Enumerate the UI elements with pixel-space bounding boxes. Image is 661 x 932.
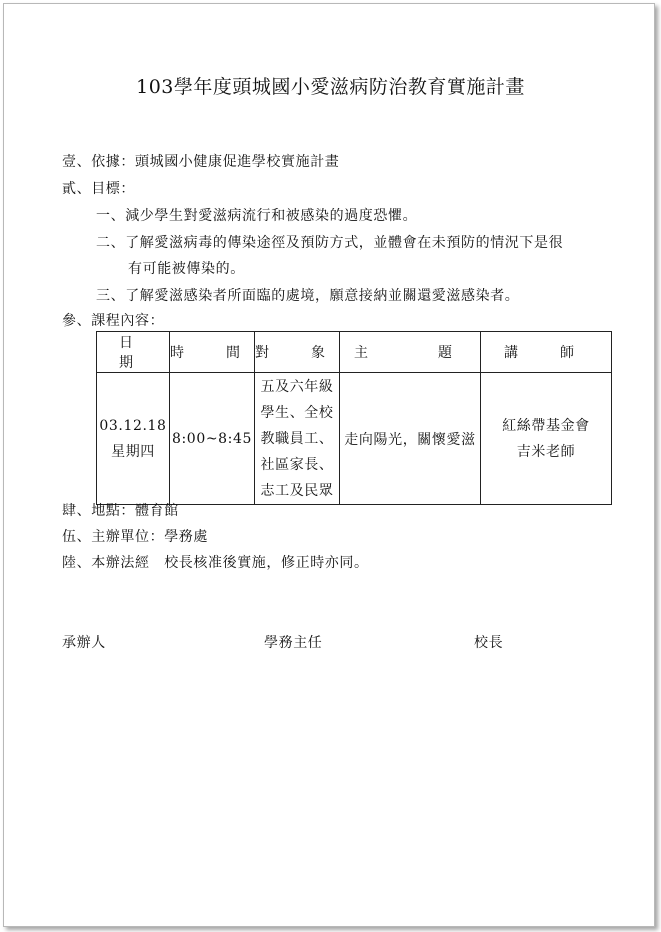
section-organizer: 伍、主辦單位：學務處 (62, 529, 208, 545)
header-audience: 對 象 (255, 345, 339, 361)
cell-date (97, 373, 170, 505)
speaker-org: 紅絲帶基金會 (502, 417, 590, 434)
course-table (96, 331, 612, 505)
header-speaker: 講 師 (504, 345, 588, 361)
table-row (97, 373, 612, 505)
signature-principal: 校長 (474, 635, 504, 651)
audience-line: 社區家長、 (260, 456, 334, 473)
audience-line: 志工及民眾 (260, 482, 334, 499)
weekday-value: 星期四 (111, 443, 155, 460)
header-topic: 主 題 (354, 345, 466, 361)
document-title: 103學年度頭城國小愛滋病防治教育實施計畫 (136, 76, 525, 98)
topic-value: 走向陽光，關懷愛滋 (340, 373, 481, 505)
header-time: 時 間 (170, 345, 254, 361)
date-value: 03.12.18 (99, 417, 167, 434)
section-course-heading: 參、課程內容： (62, 313, 165, 329)
signature-organizer: 承辦人 (62, 635, 106, 651)
time-value: 8:00~8:45 (170, 373, 255, 505)
section-basis: 壹、依據：頭城國小健康促進學校實施計畫 (62, 154, 340, 170)
signature-director: 學務主任 (264, 635, 323, 651)
audience-line: 教職員工、 (260, 430, 334, 447)
audience-line: 學生、全校 (260, 404, 334, 421)
goal-item-1: 一、減少學生對愛滋病流行和被感染的過度恐懼。 (96, 208, 418, 224)
section-location: 肆、地點：體育館 (62, 503, 179, 519)
cell-audience (255, 373, 340, 505)
audience-line: 五及六年級 (260, 378, 334, 395)
goal-item-2: 二、了解愛滋病毒的傳染途徑及預防方式，並體會在未預防的情況下是很 (96, 235, 564, 251)
header-date: 日 期 (119, 335, 175, 371)
goal-item-3: 三、了解愛滋感染者所面臨的處境，願意接納並關還愛滋感染者。 (96, 288, 520, 304)
section-goals-heading: 貳、目標： (62, 181, 135, 197)
section-approval: 陸、本辦法經 校長核准後實施，修正時亦同。 (62, 555, 369, 571)
cell-speaker (481, 373, 612, 505)
speaker-name: 吉米老師 (516, 443, 576, 460)
table-header-row (97, 332, 612, 373)
goal-item-2-continued: 有可能被傳染的。 (128, 261, 245, 277)
